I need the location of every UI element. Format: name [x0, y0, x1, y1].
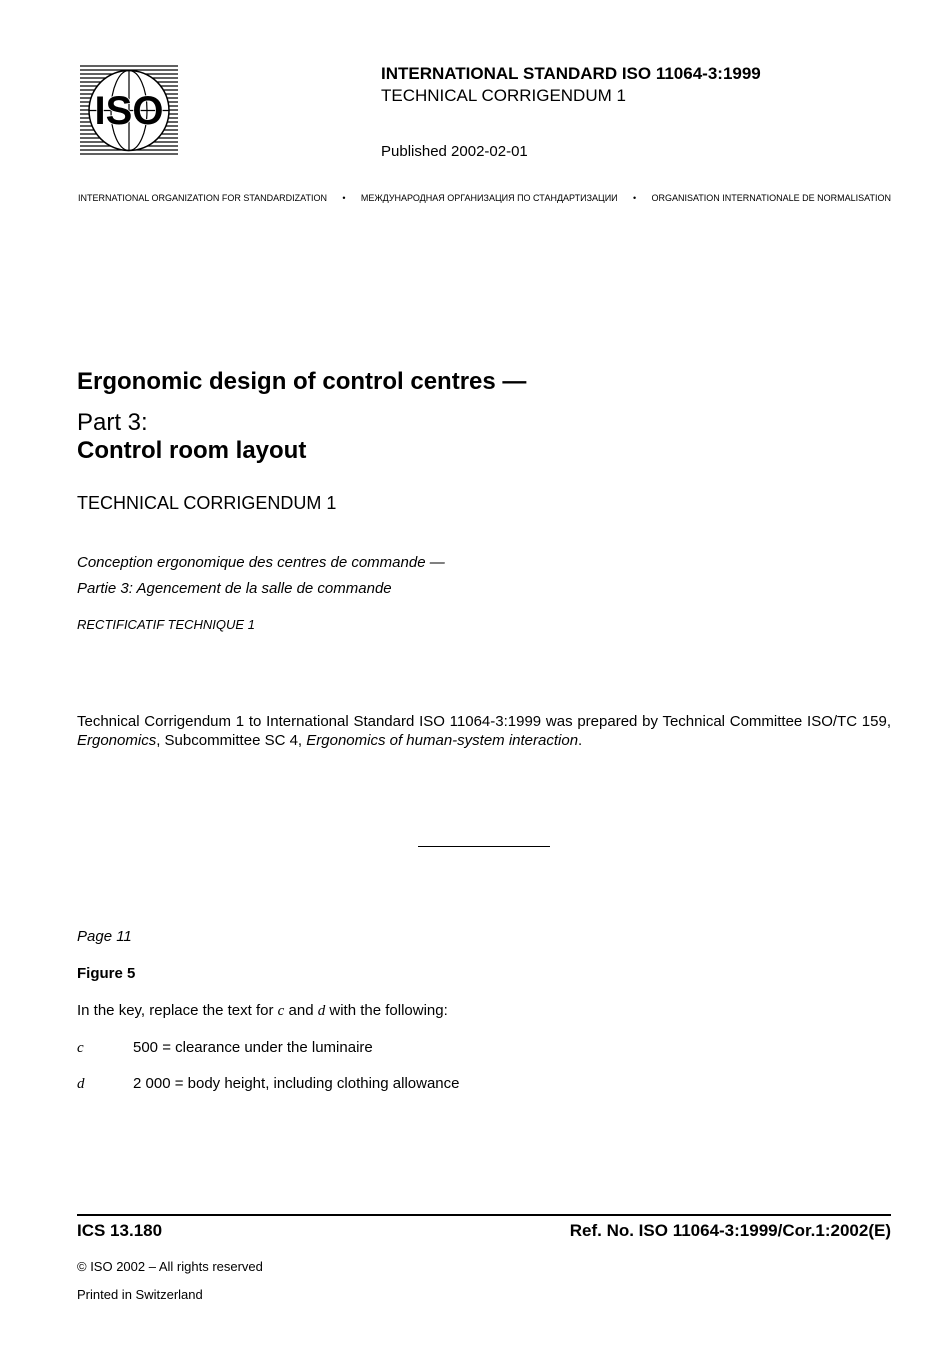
reference-number: Ref. No. ISO 11064-3:1999/Cor.1:2002(E)	[569, 1221, 891, 1240]
document-subtitle: Control room layout	[77, 437, 307, 464]
instruction-text: with the following:	[325, 1002, 448, 1019]
org-name-french: ORGANISATION INTERNATIONALE DE NORMALISATION	[651, 193, 891, 203]
intro-paragraph	[77, 713, 891, 750]
document-corrigendum: TECHNICAL CORRIGENDUM 1	[77, 493, 337, 513]
standard-title: INTERNATIONAL STANDARD ISO 11064-3:1999	[381, 64, 761, 83]
org-name-russian: МЕЖДУНАРОДНАЯ ОРГАНИЗАЦИЯ ПО СТАНДАРТИЗАЦИИ	[360, 193, 618, 203]
intro-committee-name: Ergonomics	[77, 731, 157, 749]
organization-names	[78, 192, 891, 204]
symbol-d: d	[317, 1003, 326, 1019]
intro-subcommittee-name: Ergonomics of human-system interaction	[306, 731, 579, 749]
key-symbol: d	[77, 1076, 85, 1092]
document-title: Ergonomic design of control centres —	[77, 368, 527, 395]
french-title-line1: Conception ergonomique des centres de commande —	[77, 554, 445, 571]
document-part: Part 3:	[77, 409, 148, 436]
section-divider	[418, 846, 550, 847]
ics-code: ICS 13.180	[77, 1221, 163, 1240]
page-reference: Page 11	[77, 928, 132, 945]
footer-rule	[77, 1214, 891, 1216]
intro-text: , Subcommittee SC 4,	[156, 731, 307, 749]
french-title-line2: Partie 3: Agencement de la salle de commande	[77, 580, 392, 597]
instruction-text: In the key, replace the text for	[77, 1002, 278, 1019]
key-text: 500 = clearance under the luminaire	[133, 1039, 373, 1056]
corrigendum-label: TECHNICAL CORRIGENDUM 1	[381, 86, 626, 105]
intro-text: Technical Corrigendum 1 to International Standard ISO 11064-3:1999 was prepared by Technical Committee ISO/TC 159,	[77, 713, 891, 730]
iso-logo	[80, 64, 178, 157]
symbol-c: c	[277, 1003, 285, 1019]
org-separator: •	[632, 193, 637, 203]
iso-logo-text: ISO	[94, 89, 164, 133]
amendment-instruction	[77, 1002, 448, 1020]
intro-text: .	[578, 731, 583, 749]
key-text: 2 000 = body height, including clothing allowance	[133, 1075, 460, 1092]
key-symbol: c	[77, 1040, 84, 1056]
printed-location: Printed in Switzerland	[77, 1287, 203, 1302]
org-name-english: INTERNATIONAL ORGANIZATION FOR STANDARDIZATION	[78, 193, 328, 203]
figure-reference: Figure 5	[77, 965, 136, 982]
instruction-text: and	[284, 1002, 318, 1019]
org-separator: •	[342, 193, 346, 203]
copyright-notice: © ISO 2002 – All rights reserved	[77, 1259, 263, 1274]
french-corrigendum: RECTIFICATIF TECHNIQUE 1	[77, 617, 255, 632]
published-date: Published 2002-02-01	[381, 143, 528, 160]
